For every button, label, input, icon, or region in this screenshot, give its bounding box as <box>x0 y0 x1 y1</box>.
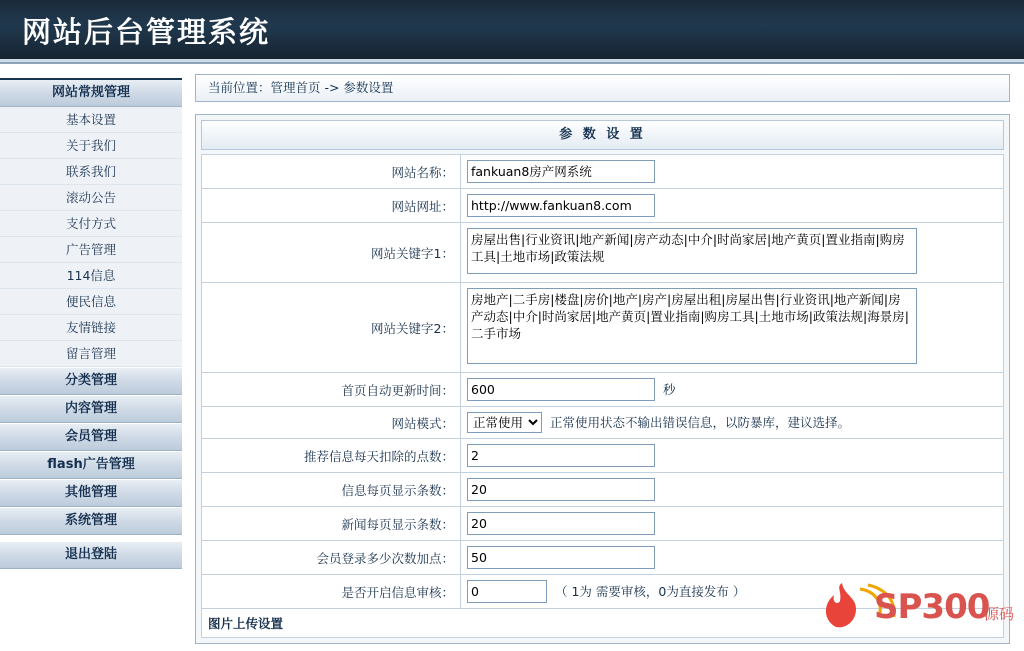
settings-form <box>201 154 1004 638</box>
site-mode-hint: 正常使用状态不输出错误信息，以防暴库，建议选择。 <box>550 415 851 430</box>
row-news-page-size <box>202 507 1004 541</box>
keywords-2-textarea[interactable] <box>467 288 917 364</box>
sidebar-group-logout[interactable]: 退出登陆 <box>0 541 182 569</box>
row-upload-section <box>202 609 1004 638</box>
sidebar-item-convenience[interactable]: 便民信息 <box>0 289 182 315</box>
sidebar-item-payment[interactable]: 支付方式 <box>0 211 182 237</box>
settings-panel <box>195 114 1010 644</box>
row-login-points <box>202 541 1004 575</box>
sidebar <box>0 64 183 651</box>
row-recommend-points <box>202 439 1004 473</box>
label-info-page-size: 信息每页显示条数： <box>202 473 461 507</box>
sidebar-group-content[interactable]: 内容管理 <box>0 395 182 423</box>
sidebar-group-member[interactable]: 会员管理 <box>0 423 182 451</box>
cell-news-page-size <box>461 507 1004 541</box>
row-site-url <box>202 189 1004 223</box>
sidebar-group-system[interactable]: 系统管理 <box>0 507 182 535</box>
watermark-subtext: 源码 <box>983 605 1014 623</box>
label-news-page-size: 新闻每页显示条数： <box>202 507 461 541</box>
sidebar-item-messages[interactable]: 留言管理 <box>0 341 182 367</box>
label-site-mode: 网站模式： <box>202 407 461 439</box>
info-audit-hint: （ 1为 需要审核，0为直接发布 ） <box>555 584 746 599</box>
row-info-audit <box>202 575 1004 609</box>
login-points-input[interactable] <box>467 546 655 569</box>
cell-info-page-size <box>461 473 1004 507</box>
label-site-name: 网站名称： <box>202 155 461 189</box>
label-login-points: 会员登录多少次数加点： <box>202 541 461 575</box>
label-refresh-interval: 首页自动更新时间： <box>202 373 461 407</box>
sidebar-group-other[interactable]: 其他管理 <box>0 479 182 507</box>
row-site-mode <box>202 407 1004 439</box>
news-page-size-input[interactable] <box>467 512 655 535</box>
panel-title: 参 数 设 置 <box>201 120 1004 150</box>
label-recommend-points: 推荐信息每天扣除的点数： <box>202 439 461 473</box>
cell-recommend-points <box>461 439 1004 473</box>
cell-keywords-1 <box>461 223 1004 283</box>
sidebar-item-ads[interactable]: 广告管理 <box>0 237 182 263</box>
cell-site-mode <box>461 407 1004 439</box>
row-keywords-2 <box>202 283 1004 373</box>
sidebar-item-basic[interactable]: 基本设置 <box>0 107 182 133</box>
breadcrumb: 当前位置：管理首页 -> 参数设置 <box>195 74 1010 102</box>
site-name-input[interactable] <box>467 160 655 183</box>
row-keywords-1 <box>202 223 1004 283</box>
cell-login-points <box>461 541 1004 575</box>
refresh-interval-input[interactable] <box>467 378 655 401</box>
upload-section-header: 图片上传设置 <box>202 609 1004 638</box>
sidebar-group-website[interactable]: 网站常规管理 <box>0 78 182 107</box>
main-content <box>183 64 1024 651</box>
sidebar-item-contact[interactable]: 联系我们 <box>0 159 182 185</box>
keywords-1-textarea[interactable] <box>467 228 917 274</box>
sidebar-item-links[interactable]: 友情链接 <box>0 315 182 341</box>
label-info-audit: 是否开启信息审核： <box>202 575 461 609</box>
sidebar-item-notice[interactable]: 滚动公告 <box>0 185 182 211</box>
app-header <box>0 0 1024 64</box>
cell-info-audit <box>461 575 1004 609</box>
label-keywords-1: 网站关键字1： <box>202 223 461 283</box>
info-audit-input[interactable] <box>467 580 547 603</box>
sidebar-item-114[interactable]: 114信息 <box>0 263 182 289</box>
cell-refresh-interval <box>461 373 1004 407</box>
site-url-input[interactable] <box>467 194 655 217</box>
label-keywords-2: 网站关键字2： <box>202 283 461 373</box>
app-title: 网站后台管理系统 <box>22 15 271 49</box>
row-info-page-size <box>202 473 1004 507</box>
cell-site-name <box>461 155 1004 189</box>
row-refresh-interval <box>202 373 1004 407</box>
watermark-text: SP300 <box>874 587 990 627</box>
row-site-name <box>202 155 1004 189</box>
sidebar-group-category[interactable]: 分类管理 <box>0 367 182 395</box>
cell-keywords-2 <box>461 283 1004 373</box>
recommend-points-input[interactable] <box>467 444 655 467</box>
label-site-url: 网站网址： <box>202 189 461 223</box>
sidebar-group-flash-ads[interactable]: flash广告管理 <box>0 451 182 479</box>
body-wrapper <box>0 64 1024 651</box>
header-divider <box>0 59 1024 62</box>
sidebar-item-about[interactable]: 关于我们 <box>0 133 182 159</box>
site-mode-select[interactable] <box>467 412 542 433</box>
cell-site-url <box>461 189 1004 223</box>
info-page-size-input[interactable] <box>467 478 655 501</box>
refresh-interval-unit: 秒 <box>663 382 676 397</box>
